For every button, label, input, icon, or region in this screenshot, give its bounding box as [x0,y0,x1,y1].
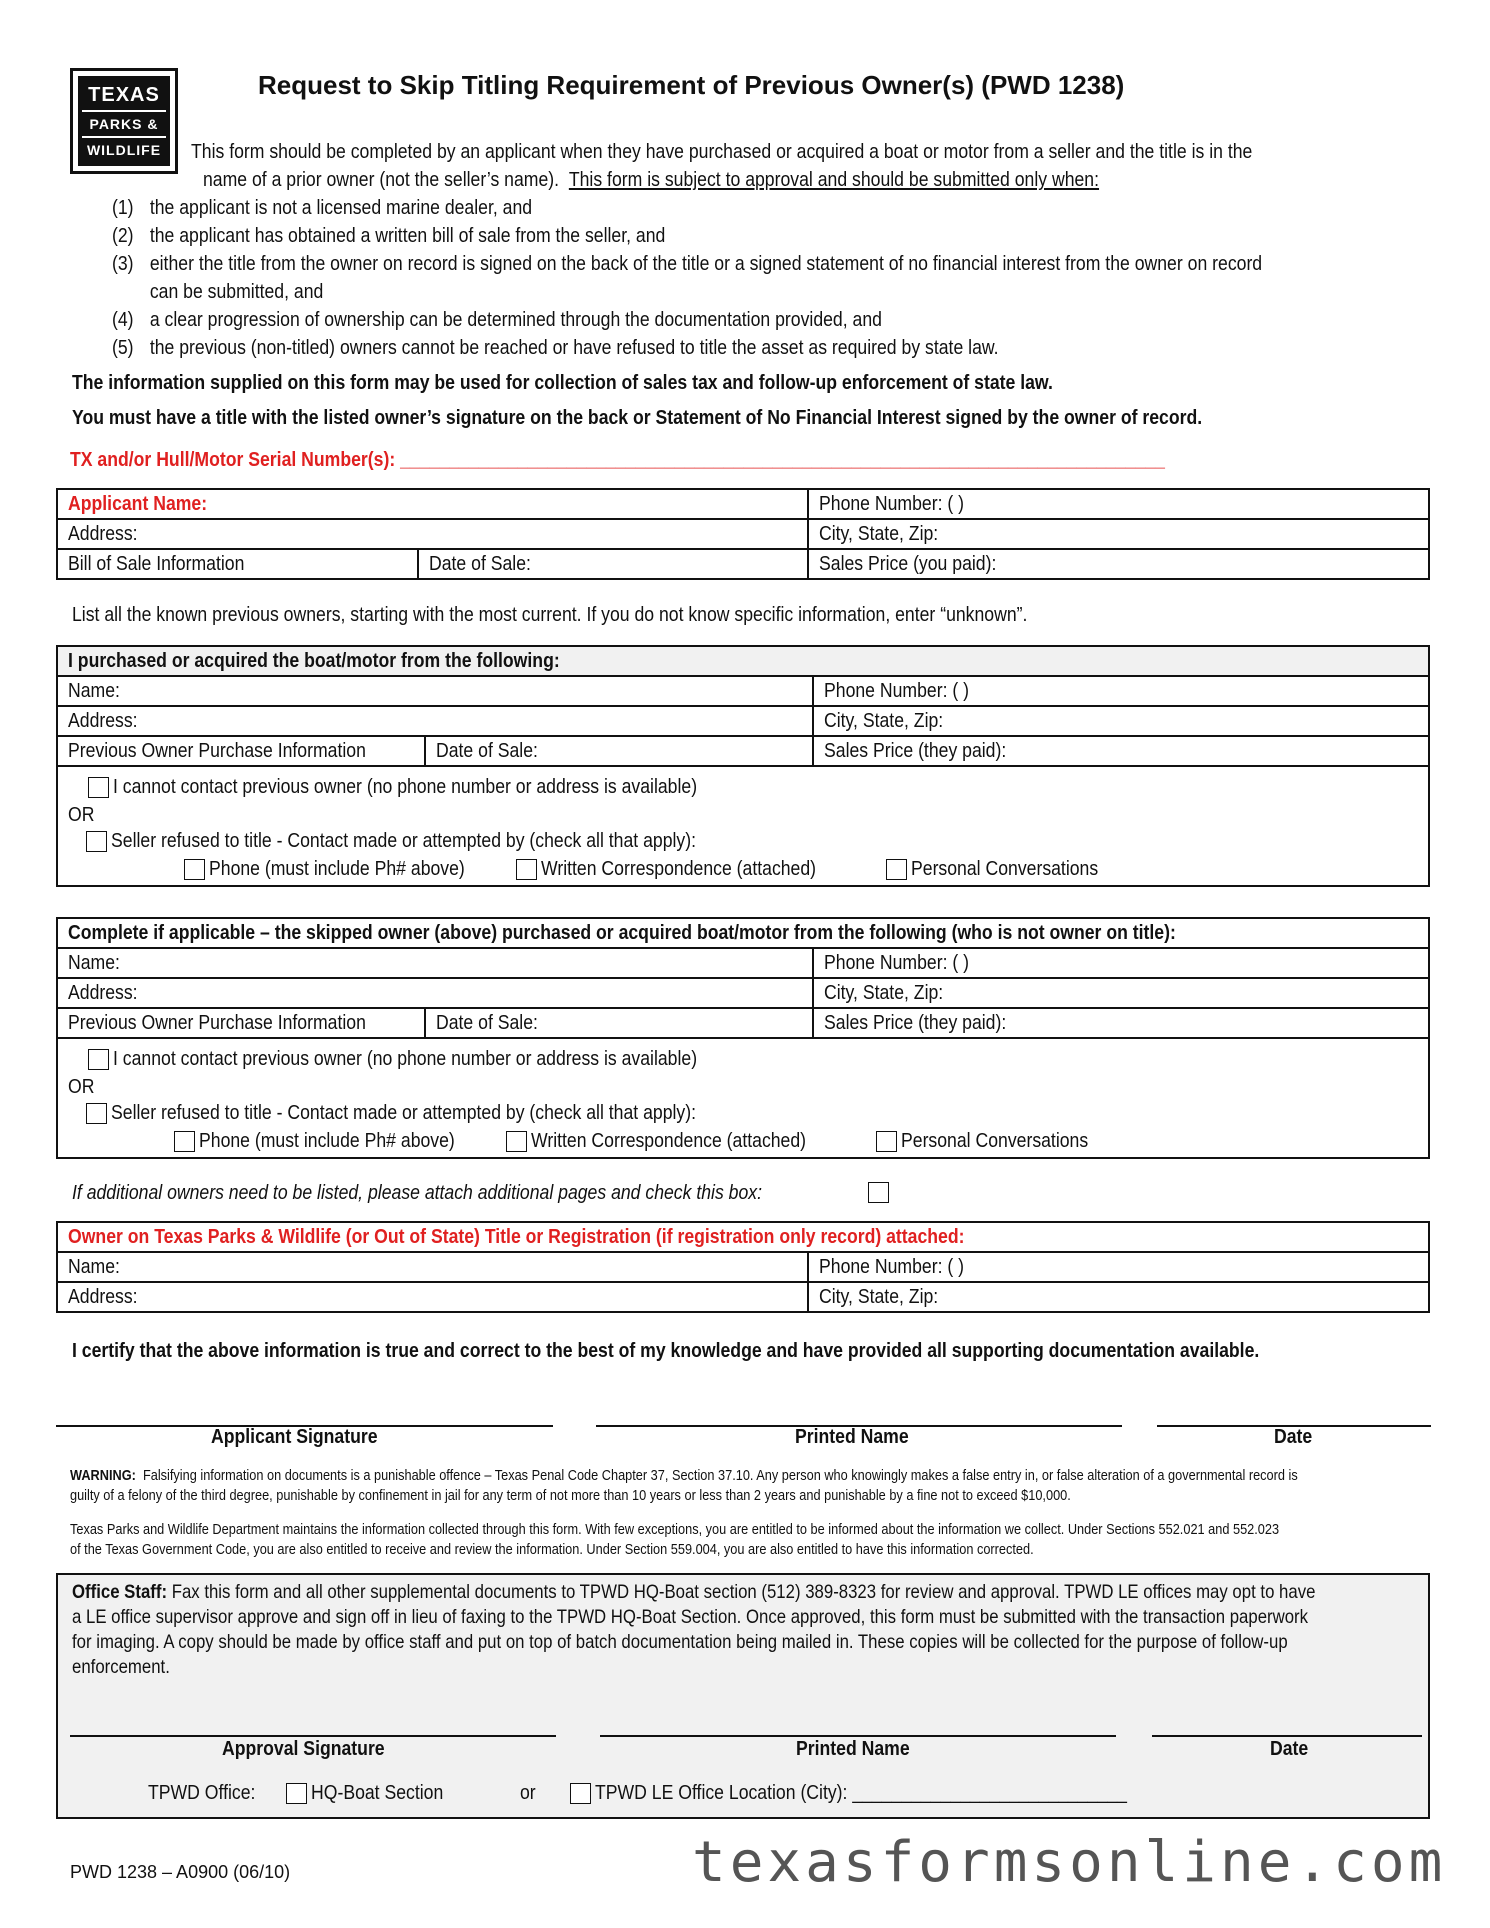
skipped-owner-purchase-label: Previous Owner Purchase Information [57,1008,425,1038]
skipped-refused-checkbox[interactable] [86,1103,107,1124]
intro-line-2a: name of a prior owner (not the seller’s name). [203,168,560,191]
contact-phone-checkbox[interactable] [184,859,205,880]
intro-line-1: This form should be completed by an applicant when they have purchased or acquired a boat or motor from a seller and the title is in the [191,140,1253,163]
warning-line-1: WARNING: Falsifying information on documents is a punishable offence – Texas Penal Code Chapter 37, Section 37.10. Any person who knowingly makes a false entry in, or false alteration of a governmental record is [70,1467,1298,1484]
hq-boat-option[interactable]: HQ-Boat Section [286,1781,465,1805]
contact-written-checkbox[interactable] [516,859,537,880]
seller-date-of-sale-field[interactable]: Date of Sale: [425,736,812,766]
title-owner-name-field[interactable]: Name: [57,1252,808,1282]
additional-owners-note: If additional owners need to be listed, please attach additional pages and check this box: [72,1181,763,1204]
skipped-contact-written-checkbox[interactable] [506,1131,527,1152]
office-line-3: for imaging. A copy should be made by office staff and put on top of batch documentation being mailed in. These copies will be collected for the purpose of follow-up [72,1631,1288,1653]
office-line-1: Office Staff: Fax this form and all other supplemental documents to TPWD HQ-Boat section (512) 389-8323 for review and approval. TPWD LE offices may opt to have [72,1581,1316,1603]
skipped-owner-contact-options [57,1038,1429,1158]
office-date-label: Date [1270,1737,1309,1760]
warning-line-2: guilty of a felony of the third degree, punishable by confinement in jail for any term of not more than 10 years or less than 2 years and punishable by a fine not to exceed $10,000. [70,1487,1071,1504]
applicant-phone-field[interactable]: Phone Number: ( ) [808,489,1429,519]
seller-address-field[interactable]: Address: [57,706,813,736]
title-owner-phone-field[interactable]: Phone Number: ( ) [808,1252,1429,1282]
condition-4: (4) a clear progression of ownership can be determined through the documentation provided, and [112,308,882,331]
condition-1: (1) the applicant is not a licensed marine dealer, and [112,196,533,219]
hq-boat-checkbox[interactable] [286,1783,307,1804]
condition-2: (2) the applicant has obtained a written bill of sale from the seller, and [112,224,666,247]
approval-signature-label: Approval Signature [222,1737,385,1760]
owner-on-title-header: Owner on Texas Parks & Wildlife (or Out of State) Title or Registration (if registration only record) attached: [57,1222,1429,1252]
condition-3-cont: can be submitted, and [149,280,324,303]
seller-refused-checkbox[interactable] [86,831,107,852]
list-instruction: List all the known previous owners, starting with the most current. If you do not know specific information, enter “unknown”. [72,603,1028,626]
form-id: PWD 1238 – A0900 (06/10) [70,1862,291,1882]
privacy-line-1: Texas Parks and Wildlife Department maintains the information collected through this form. With few exceptions, you are entitled to be informed about the information we collect. Under Sections 552.021 and 552.023 [70,1521,1280,1538]
applicant-sales-price-field[interactable]: Sales Price (you paid): [808,549,1429,579]
seller-header: I purchased or acquired the boat/motor from the following: [57,646,1429,676]
seller-name-field[interactable]: Name: [57,676,813,706]
seller-refused-option[interactable]: Seller refused to title - Contact made or attempted by (check all that apply): [86,829,792,853]
certification-statement: I certify that the above information is true and correct to the best of my knowledge and have provided all supporting documentation available. [72,1339,1260,1362]
skipped-owner-name-field[interactable]: Name: [57,948,813,978]
skipped-contact-personal-checkbox[interactable] [876,1131,897,1152]
office-line-2: a LE office supervisor approve and sign off in lieu of faxing to the TPWD HQ-Boat Section. Once approved, this form must be submitted with the transaction paperwork [72,1606,1309,1628]
applicant-address-field[interactable]: Address: [57,519,808,549]
privacy-line-2: of the Texas Government Code, you are also entitled to receive and review the information. Under Section 559.004, you are also entitled to have this information corrected. [70,1541,1034,1558]
office-or-label: or [520,1781,536,1804]
contact-phone-option[interactable]: Phone (must include Ph# above) [184,857,507,881]
skipped-contact-phone-checkbox[interactable] [174,1131,195,1152]
tpwd-office-label: TPWD Office: [148,1781,256,1804]
tpwd-logo [70,68,178,174]
logo-line-parks: PARKS & [82,112,166,138]
form-title: Request to Skip Titling Requirement of Previous Owner(s) (PWD 1238) [258,70,1125,100]
contact-written-option[interactable]: Written Correspondence (attached) [516,857,861,881]
contact-personal-option[interactable]: Personal Conversations [886,857,1129,881]
skipped-cannot-contact-option[interactable]: I cannot contact previous owner (no phone number or address is available) [88,1047,793,1071]
or-label: OR [68,803,95,826]
skipped-owner-sales-price-field[interactable]: Sales Price (they paid): [813,1008,1429,1038]
seller-cannot-contact-option[interactable]: I cannot contact previous owner (no phone number or address is available) [88,775,793,799]
seller-city-field[interactable]: City, State, Zip: [813,706,1429,736]
skipped-contact-written-option[interactable]: Written Correspondence (attached) [506,1129,851,1153]
skipped-owner-phone-field[interactable]: Phone Number: ( ) [813,948,1429,978]
applicant-date-of-sale-field[interactable]: Date of Sale: [418,549,808,579]
serial-number-field[interactable]: TX and/or Hull/Motor Serial Number(s): ______________________________________________________________________________ [70,448,1165,471]
additional-owners-checkbox[interactable] [868,1182,889,1203]
logo-line-texas: TEXAS [82,84,166,112]
seller-phone-field[interactable]: Phone Number: ( ) [813,676,1429,706]
date-label: Date [1274,1425,1313,1448]
condition-3: (3) either the title from the owner on record is signed on the back of the title or a signed statement of no financial interest from the owner on record [112,252,1263,275]
notice-title-required: You must have a title with the listed owner’s signature on the back or Statement of No Financial Interest signed by the owner of record. [72,406,1203,429]
seller-table [56,645,1430,887]
applicant-table [56,488,1430,580]
skipped-owner-table [56,917,1430,1159]
bill-of-sale-label: Bill of Sale Information [57,549,418,579]
skipped-contact-personal-option[interactable]: Personal Conversations [876,1129,1119,1153]
logo-line-wildlife: WILDLIFE [86,142,162,158]
skipped-cannot-contact-checkbox[interactable] [88,1049,109,1070]
printed-name-label: Printed Name [795,1425,909,1448]
skipped-contact-phone-option[interactable]: Phone (must include Ph# above) [174,1129,497,1153]
watermark: texasformsonline.com [692,1830,1447,1895]
contact-personal-checkbox[interactable] [886,859,907,880]
applicant-name-field[interactable]: Applicant Name: [57,489,808,519]
le-office-checkbox[interactable] [570,1783,591,1804]
office-printed-name-label: Printed Name [796,1737,910,1760]
intro-line-2b: This form is subject to approval and should be submitted only when: [568,168,1100,191]
office-staff-box [56,1573,1430,1819]
applicant-city-field[interactable]: City, State, Zip: [808,519,1429,549]
title-owner-address-field[interactable]: Address: [57,1282,808,1312]
seller-purchase-label: Previous Owner Purchase Information [57,736,425,766]
title-owner-city-field[interactable]: City, State, Zip: [808,1282,1429,1312]
skipped-owner-date-of-sale-field[interactable]: Date of Sale: [425,1008,812,1038]
office-line-4: enforcement. [72,1656,170,1678]
intro-line-2 [203,168,1099,192]
skipped-refused-option[interactable]: Seller refused to title - Contact made or attempted by (check all that apply): [86,1101,792,1125]
seller-sales-price-field[interactable]: Sales Price (they paid): [813,736,1429,766]
condition-5: (5) the previous (non-titled) owners cannot be reached or have refused to title the asset as required by state law. [112,336,999,359]
skipped-owner-city-field[interactable]: City, State, Zip: [813,978,1429,1008]
cannot-contact-checkbox[interactable] [88,777,109,798]
applicant-signature-label: Applicant Signature [211,1425,378,1448]
seller-contact-options [57,766,1429,886]
or-label: OR [68,1075,95,1098]
notice-sales-tax: The information supplied on this form may be used for collection of sales tax and follow-up enforcement of state law. [72,371,1053,394]
le-office-option[interactable]: TPWD LE Office Location (City): ____________________________ [570,1781,1214,1805]
skipped-owner-address-field[interactable]: Address: [57,978,813,1008]
owner-on-title-table [56,1221,1430,1313]
skipped-owner-header: Complete if applicable – the skipped owner (above) purchased or acquired boat/motor from the following (who is not owner on title): [57,918,1429,948]
